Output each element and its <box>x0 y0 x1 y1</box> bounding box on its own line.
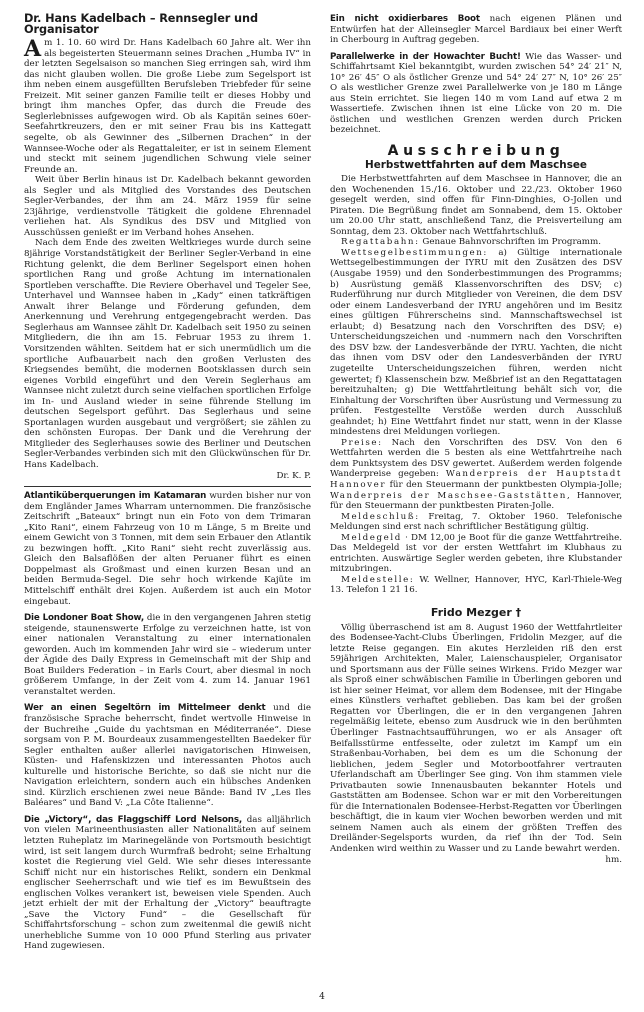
parallel-article: Parallelwerke in der Howachter Bucht! Wie das Wasser- und Schiffahrtsamt Kiel bekanntgibt, wurden zwischen 54° 24′ 21″ N, 10° 26′ 45″ O als östlicher Grenze und 54° 24′ 27″ N, 10° 26′ 25″ O als westlicher Grenze zwei Parallelwerke von je 180 m Länge aus Stein errichtet. Sie liegen 140 m vom Land auf etwa 2 m Wassertiefe. Zwischen ihnen ist eine Lücke von 20 m. Die östlichen und westlichen Grenzen werden durch Pricken bezeichnet. <box>330 51 622 136</box>
ausschreibung-subheading: Herbstwettfahrten auf dem Maschsee <box>365 158 587 171</box>
segeltoern-article: Wer an einen Segeltörn im Mittelmeer denkt und die französische Sprache beherrscht, findet wertvolle Hinweise in der Buchreihe „Guide du yachtsman en Méditerranée“. Diese sorgsam von P. M. Bourdeaux zusammengestellten Baedeker für Segler enthalten außer allerlei navigatorischen Hinweisen, Küsten- und Hafenskizzen und interessanten Photos auch kulturelle und historische Berichte, so daß sie nicht nur die Navigation erleichtern, sondern auch ein hübsches Andenken sind. Kürzlich erschienen zwei neue Bände: Band IV „Les Iles Baléares“ und Band V: „La Côte Italienne“. <box>24 703 311 809</box>
kadelbach-title: Dr. Hans Kadelbach – Rennsegler und Organisator <box>24 12 258 36</box>
ausschreibung-heading: Ausschreibung <box>387 143 565 160</box>
meldestelle-paragraph: Meldestelle: W. Wellner, Hannover, HYC, Karl-Thiele-Weg 13. Telefon 1 21 16. <box>330 574 623 596</box>
kadelbach-paragraph-2: Weit über Berlin hinaus ist Dr. Kadelbach bekannt geworden als Segler und als Mitglied des Vorstandes des Deutschen Segler-Verbandes, der ihm am 24. März 1959 für seine 23jährige, verdienstvolle Tätigkeit die goldene Ehrennadel verliehen hat. Als Syndikus des DSV und Mitglied von Ausschüssen genießt er im Verband hohes Ansehen. <box>24 175 311 238</box>
preise-paragraph: Preise: Nach den Vorschriften des DSV. Von den 6 Wettfahrten werden die 5 besten als eine Wettfahrtreihe nach dem Punktsystem des DSV gewertet. Außerdem werden folgende Wanderpreise gegeben: Wanderpreis der Hauptstadt Hannover für den Steuermann der punktbesten Olympia-Jolle; Wanderpreis der Maschsee-Gaststätten, Hannover, für den Steuermann der punktbesten Piraten-Jolle. <box>330 437 623 512</box>
victory-lead: Die „Victory“, das Flaggschiff Lord Nelsons, <box>24 814 243 825</box>
ausschreibung-intro: Die Herbstwettfahrten auf dem Maschsee in Hannover, die an den Wochenenden 15./16. Oktober und 22./23. Oktober 1960 gesegelt werden, sind offen für Finn-Dinghies, O-Jollen und Piraten. Die Begrüßung findet am Sonnabend, dem 15. Oktober um 20.00 Uhr statt, anschließend Tanz, die Preisverteilung am Sonntag, dem 23. Oktober nach Wettfahrtschluß. <box>330 174 622 237</box>
wanderpreis-1: Wanderpreis der Hauptstadt Hannover <box>330 469 622 490</box>
kadelbach-paragraph-1: Am 1. 10. 60 wird Dr. Hans Kadelbach 60 Jahre alt. Wer ihn als begeisterten Steuermann seines Drachen „Humba IV“ in der letzten Segelsaison so manchen Sieg erringen sah, wird ihm das nicht glauben wollen. Die große Liebe zum Segelsport ist ihm neben einem ausgefüllten Berufsleben Triebfeder für seine Freizeit. Mit seiner ganzen Familie teilt er dieses Hobby und bringt ihm manches Opfer, das durch die Freude des Seglerlebnisses aufgewogen wird. Ob als Kapitän seines 60er-Seefahrtkreuzers, den er mit seiner Frau bis ins Kattegatt segelte, ob als Gewinner des „Silbernen Drachen“ in der Wannsee-Woche oder als Regattaleiter, er ist in seinem Element und steckt mit seinem jugendlichen Schwung viele seiner Freunde an. <box>24 36 311 175</box>
right-column <box>330 14 622 865</box>
meldegeld-paragraph: Meldegeld · DM 12,00 je Boot für die ganze Wettfahrtreihe. Das Meldegeld ist vor der ersten Wettfahrt im Klubhaus zu entrichten. Auswärtige Segler werden gebeten, ihre Klubstander mitzubringen. <box>330 532 622 575</box>
meldegeld-label: Meldegeld <box>341 532 402 543</box>
katamaran-lead: Atlantiküberquerungen im Katamaran <box>24 491 207 502</box>
regattabahn-label: Regattabahn: <box>341 237 420 248</box>
wanderpreis-2: Wanderpreis der Maschsee-Gaststätten, <box>330 490 572 501</box>
meldeschluss-label: Meldeschluß: <box>341 511 420 522</box>
meldeschluss-paragraph: Meldeschluß: Freitag, 7. Oktober 1960. Telefonische Meldungen sind erst nach schriftlicher Bestätigung gültig. <box>330 511 622 533</box>
preise-label: Preise: <box>341 437 383 448</box>
katamaran-article: Atlantiküberquerungen im Katamaran wurden bisher nur von dem Engländer James Wharram unternommen. Die französische Zeitschrift „Bateaux“ bringt nun ein Foto von dem Trimaran „Kito Rani“, einem Fahrzeug von 10 m Länge, 5 m Breite und einem Gewicht von 3 Tonnen, mit dem sein Erbauer den Atlantik zu bezwingen hofft. „Kito Rani“ sieht recht zuverlässig aus. Gleich den Balsaflößen der alten Peruaner führt es einen Doppelmast als Großmast und einen kurzen Besan und an beiden Bermuda-Segel. Die sehr hoch wirkende Kajüte im Mittelschiff enthält drei Kojen. Außerdem ist auch ein Motor eingebaut. <box>24 491 311 607</box>
page-number: 4 <box>319 992 325 1002</box>
segeltoern-lead: Wer an einen Segeltörn im Mittelmeer denkt <box>24 703 266 714</box>
boatshow-article: Die Londoner Boat Show, die in den vergangenen Jahren stetig steigende, staunenswerte Erfolge zu verzeichnen hatte, ist von einer nationalen Veranstaltung zu einer internationalen geworden. Auch im kommenden Jahr wird sie – wiederum unter der Ägide des Daily Express in Gemeinschaft mit der Ship and Boat Builders Federation – in Earls Court, aber diesmal in noch größerem Umfange, in der Zeit vom 4. zum 14. Januar 1961 veranstaltet werden. <box>24 613 312 697</box>
regattabahn-paragraph: Regattabahn: Genaue Bahnvorschriften im Programm. <box>341 237 602 248</box>
frido-heading: Frido Mezger † <box>430 605 522 619</box>
kadelbach-signature: Dr. K. P. <box>276 470 311 481</box>
boot-article: Ein nicht oxidierbares Boot nach eigenen Plänen und Entwürfen hat der Alleinsegler Marcel Bardiaux bei einer Werft in Cherbourg in Auftrag gegeben. <box>330 14 622 46</box>
bestimmungen-label: Wettsegelbestimmungen: <box>341 247 488 258</box>
kadelbach-paragraph-3: Nach dem Ende des zweiten Weltkrieges wurde durch seine 8jährige Vorstandstätigkeit der Berliner Segler-Verband in eine Richtung gelenkt, die dem Berliner Segelsport einen hohen sportlichen Rang und große Achtung im internationalen Sportleben verschaffte. Die Reviere Oberhavel und Tegeler See, Unterhavel und Wannsee haben in „Kady“ einen tatkräftigen Anwalt ihrer Belange und Förderung gefunden, dem Anerkennung und Verehrung entgegengebracht werden. Das Seglerhaus am Wannsee zählt Dr. Kadelbach seit 1950 zu seinen Mitgliedern, die ihn am 15. Februar 1953 zu ihrem 1. Vorsitzenden wählten. Seitdem hat er sich unermüdlich um die sportliche Aufbauarbeit nach den großen Verlusten des Kriegsendes bemüht, die modernen Bootsklassen durch sein eigenes Vorbild eingeführt und den Verein Seglerhaus am Wannsee nicht zuletzt durch seine vielfachen sportlichen Erfolge im In- und Ausland wieder in seine führende Stellung im deutschen Segelsport geführt. Das Seglerhaus und seine Sportanlagen wurden ausgebaut und vergrößert; sie zählen zu den schönsten Europas. Der Dank und die Verehrung der Mitglieder des Seglerhauses sowie des Berliner und Deutschen Segler-Verbandes verbinden sich mit den Glückwünschen für Dr. Hans Kadelbach. <box>24 238 311 470</box>
divider <box>24 486 311 487</box>
drop-cap: A <box>24 36 42 63</box>
left-column <box>24 14 311 952</box>
frido-paragraph: Völlig überraschend ist am 8. August 1960 der Wettfahrtleiter des Bodensee-Yacht-Clubs Überlingen, Fridolin Mezger, auf die letzte Reise gegangen. Ein akutes Herzleiden riß den erst 59jährigen Architekten, Maler, Laienschauspieler, Organisator und Sportsmann aus der Fülle seines Wirkens. Frido Mezger war als Sproß einer schwäbischen Familie in Überlingen geboren und ist hier seiner Heimat, vor allem dem Bodensee, mit der Hingabe eines Künstlers verhaftet geblieben. Das kam bei der großen Regatten vor Überlingen, die er in den vergangenen Jahren regelmäßig leitete, ebenso zum Ausdruck wie in den berühmten Überlinger Fastnachtsaufführungen, wo er als Ansager oft Beifallsstürme entfesselte, oder zuletzt im Kampf um ein Straßenbau-Vorhaben, bei dem es um die Schonung der lieblichen, jedem Segler und Motorbootfahrer vertrauten Uferlandschaft am Überlinger See ging. Von ihm stammen viele Privatbauten sowie Innenausbauten bekannter Hotels und Gaststätten am Bodensee. Schon war er mit den Vorbereitungen für die Internationalen Bodensee-Herbst-Regatten vor Überlingen beschäftigt, die in kaum vier Wochen beworben werden und mit seinem Namen auch als einem der größten Treffen des Dreiländer-Segelsports wurden, da rief ihn der Tod. Sein Andenken wird weithin zu Wasser und zu Lande bewahrt werden. <box>330 622 622 855</box>
boot-lead: Ein nicht oxidierbares Boot <box>330 14 480 24</box>
frido-signature: hm. <box>605 854 622 865</box>
parallel-lead: Parallelwerke in der Howachter Bucht! <box>330 51 521 62</box>
victory-article: Die „Victory“, das Flaggschiff Lord Nelsons, das alljährlich von vielen Marineenthusiasten aller Nationalitäten auf seinem letzten Ruheplatz im Marinegelände von Portsmouth besichtigt wird, ist seit langem durch Wurmfraß bedroht; seine Erhaltung kostet die Regierung viel Geld. Wie sehr dieses interessante Schiff nicht nur ein historisches Relikt, sondern ein Denkmal englischer Seeherrschaft und wie tief es im Bewußtsein des englischen Volkes verankert ist, beweisen viele Spenden. Auch jetzt erhielt der mit der Erhaltung der „Victory“ beauftragte „Save the Victory Fund“ – die Gesellschaft für Schiffahrtsforschung – schon zum zweitenmal die gewiß nicht unerhebliche Summe von 10 000 Pfund Sterling aus privater Hand zugewiesen. <box>24 814 312 952</box>
bestimmungen-paragraph: Wettsegelbestimmungen: a) Gültige internationale Wettsegelbestimmungen der IYRU mit den Zusätzen des DSV (Ausgabe 1959) und den Sonderbestimmungen des Programms; b) Ausrüstung gemäß Klassenvorschriften des DSV; c) Ruderführung nur durch Mitglieder von Vereinen, die dem DSV oder einem Landesverband der IYRU angehören und im Besitz eines gültigen Führerscheins sind. Mannschaftswechsel ist erlaubt; d) Besatzung nach den Vorschriften des DSV; e) Unterscheidungszeichen und -nummern nach den Vorschriften des DSV bzw. der Landesverbände der IYRU. Yachten, die nicht das ihnen vom DSV oder den Landesverbänden der IYRU zugeteilte Unterscheidungszeichen führen, werden nicht gewertet; f) Klassenschein bzw. Meßbrief ist an den Regattatagen bereitzuhalten; g) Die Wettfahrtleitung behält sich vor, die Einhaltung der Vorschriften über Ausrüstung und Vermessung zu prüfen. Festgestellte Verstöße werden durch Ausschluß geahndet; h) Eine Wettfahrt findet nur statt, wenn in der Klasse mindestens drei Meldungen vorliegen. <box>330 247 622 438</box>
boatshow-lead: Die Londoner Boat Show, <box>24 613 145 624</box>
meldestelle-label: Meldestelle: <box>341 574 415 585</box>
